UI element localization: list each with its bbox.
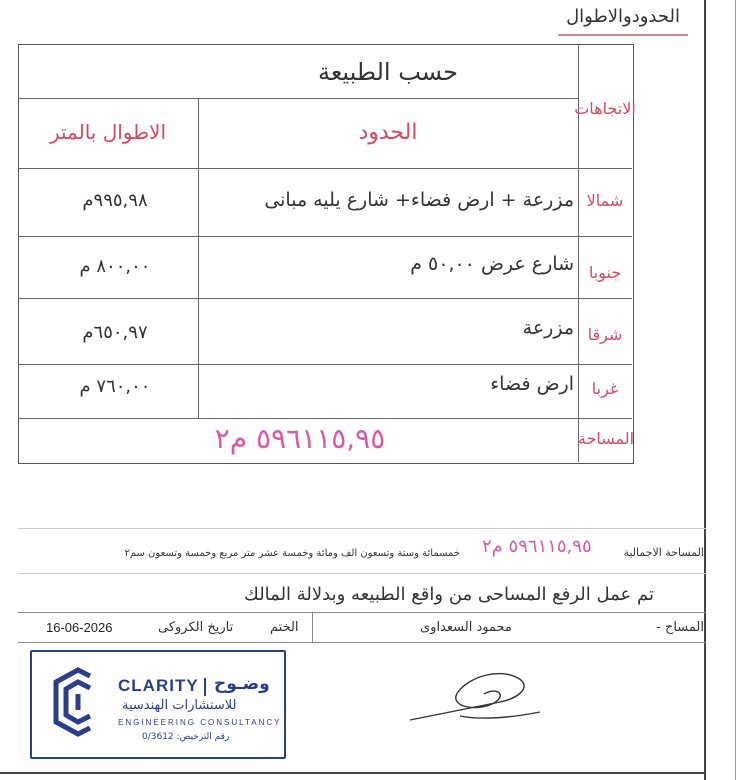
row-boundary-east: مزرعة: [522, 317, 574, 339]
surveyor-name: محمود السعداوى: [420, 620, 512, 635]
row-length-east: ٦٥٠,٩٧م: [82, 321, 148, 343]
total-area-value: ٥٩٦١١٥,٩٥ م٢: [482, 536, 592, 557]
company-stamp: [30, 650, 286, 759]
header-lengths: الاطوال بالمتر: [49, 120, 167, 144]
row-length-south: ٨٠٠,٠٠ م: [79, 255, 151, 277]
row-length-north: ٩٩٥,٩٨م: [82, 189, 148, 211]
total-area-words: خمسمائة وستة وتسعون الف ومائة وخمسة عشر متر مربع وخمسة وتسعون سم٢: [124, 548, 460, 559]
row-direction-north: شمالا: [586, 190, 624, 210]
header-title: الحدودوالاطوال: [566, 6, 680, 27]
table-line-row1: [18, 236, 632, 237]
stamp-label: الختم: [270, 620, 299, 635]
row-boundary-north: مزرعة + ارض فضاء+ شارع يليه مبانى: [264, 189, 574, 211]
footer-divider: [312, 612, 313, 642]
table-line-header: [18, 168, 632, 169]
date-value: 16-06-2026: [46, 620, 113, 635]
header-boundaries: الحدود: [358, 119, 418, 145]
row-boundary-south: شارع عرض ٥٠,٠٠ م: [410, 253, 574, 275]
total-area-label: المساحة الاجمالية: [623, 546, 704, 559]
page-right-border: [704, 0, 706, 780]
subtitle-ar: للاستشارات الهندسية: [122, 698, 237, 713]
row-boundary-west: ارض فضاء: [490, 373, 574, 395]
area-label: المساحة: [577, 428, 635, 448]
header-underline: [558, 34, 688, 36]
surveyor-label: المساح -: [656, 620, 704, 635]
survey-note: تم عمل الرفع المساحى من واقع الطبيعه وبدلالة المالك: [244, 584, 654, 605]
row-direction-east: شرقا: [587, 324, 623, 344]
brand-ar: وضـوح: [214, 674, 270, 694]
license-number: رقم الترخيص: 0/3612: [142, 732, 230, 742]
brand-divider: [204, 678, 206, 696]
footer-line-top: [18, 612, 706, 613]
header-direction: الاتجاهات: [574, 98, 636, 118]
footer-line-bottom: [18, 642, 706, 643]
brand-en: CLARITY: [118, 676, 199, 695]
row-length-west: ٧٦٠,٠٠ م: [79, 375, 151, 397]
signature-icon: [400, 664, 550, 734]
clarity-logo-icon: [50, 666, 106, 738]
subtitle-en: ENGINEERING CONSULTANCY: [118, 718, 282, 727]
page-bottom-border: [0, 772, 705, 774]
table-title: حسب الطبيعة: [317, 58, 459, 86]
table-line-row2: [18, 298, 632, 299]
table-line-title: [18, 98, 578, 99]
date-label: تاريخ الكروكى: [158, 620, 234, 635]
page-right-border-2: [735, 0, 736, 780]
row-direction-west: غربا: [591, 378, 619, 398]
row-direction-south: جنوبا: [588, 262, 622, 282]
area-value: ٥٩٦١١٥,٩٥ م٢: [214, 421, 386, 455]
